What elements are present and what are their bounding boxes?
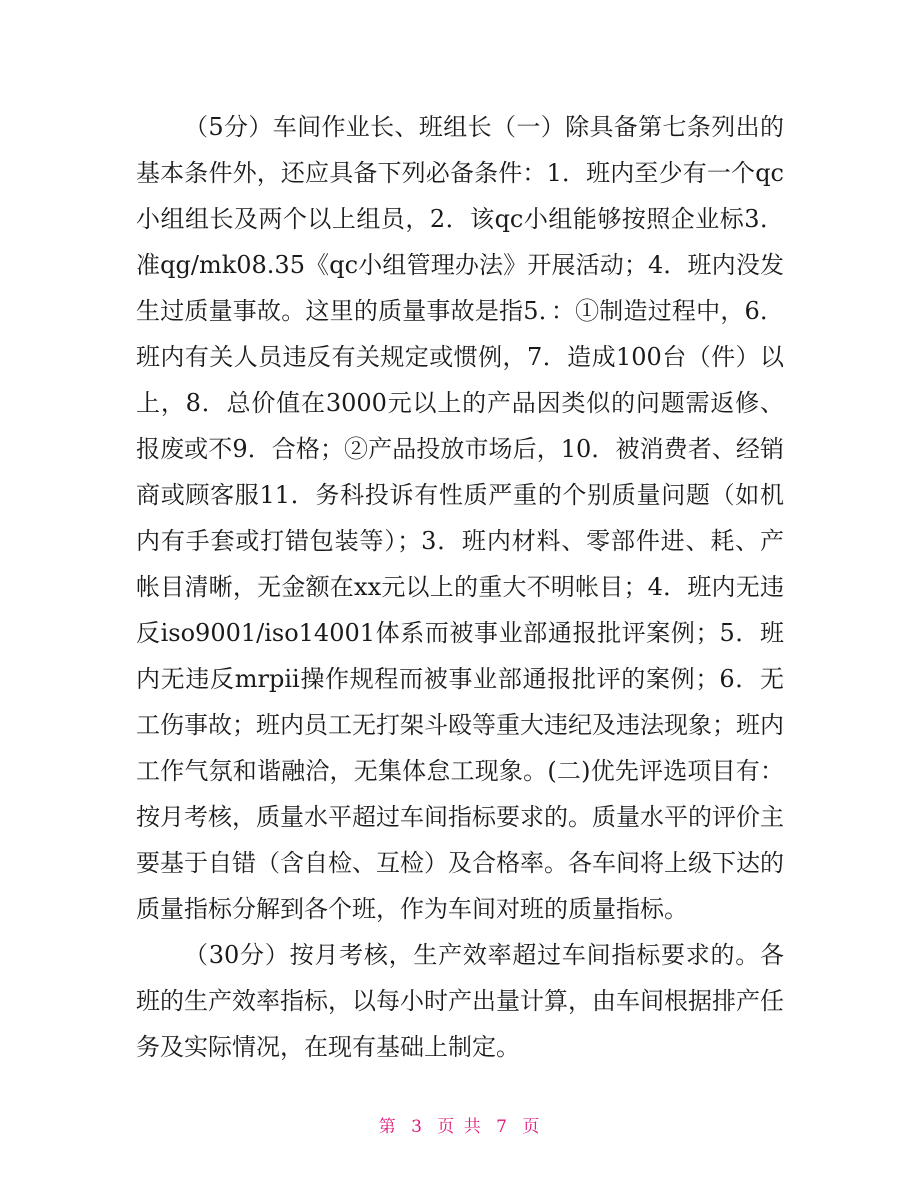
footer-total-pages: 7 [496,1117,509,1137]
paragraph-2: （30分）按月考核，生产效率超过车间指标要求的。各班的生产效率指标，以每小时产出量计算，由车间根据排产任务及实际情况，在现有基础上制定。 [136,941,784,1061]
footer-current-page: 3 [411,1117,424,1137]
paragraph-1: （5分）车间作业长、班组长（一）除具备第七条列出的基本条件外，还应具备下列必备条件：1．班内至少有一个qc小组组长及两个以上组员，2．该qc小组能够按照企业标3．准qg/mk08.35《qc小组管理办法》开展活动；4．班内没发生过质量事故。这里的质量事故是指5．：①制造过程中，6．班内有关人员违反有关规定或惯例，7．造成100台（件）以上，8．总价值在3000元以上的产品因类似的问题需返修、报废或不9．合格；②产品投放市场后，10．被消费者、经销商或顾客服11．务科投诉有性质严重的个别质量问题（如机内有手套或打错包装等）；3．班内材料、零部件进、耗、产帐目清晰，无金额在xx元以上的重大不明帐目；4．班内无违反iso9001/iso14001体系而被事业部通报批评案例；5．班内无违反mrpii操作规程而被事业部通报批评的案例；6．无工伤事故；班内员工无打架斗殴等重大违纪及违法现象；班内工作气氛和谐融洽，无集体怠工现象。(二)优先评选项目有：按月考核，质量水平超过车间指标要求的。质量水平的评价主要基于自错（含自检、互检）及合格率。各车间将上级下达的质量指标分解到各个班，作为车间对班的质量指标。 [136,113,784,923]
footer-prefix: 第 [378,1117,398,1137]
footer-suffix: 页 [522,1117,542,1137]
document-body [136,104,784,1070]
page-footer [0,1112,920,1137]
footer-middle: 页 共 [437,1117,483,1137]
